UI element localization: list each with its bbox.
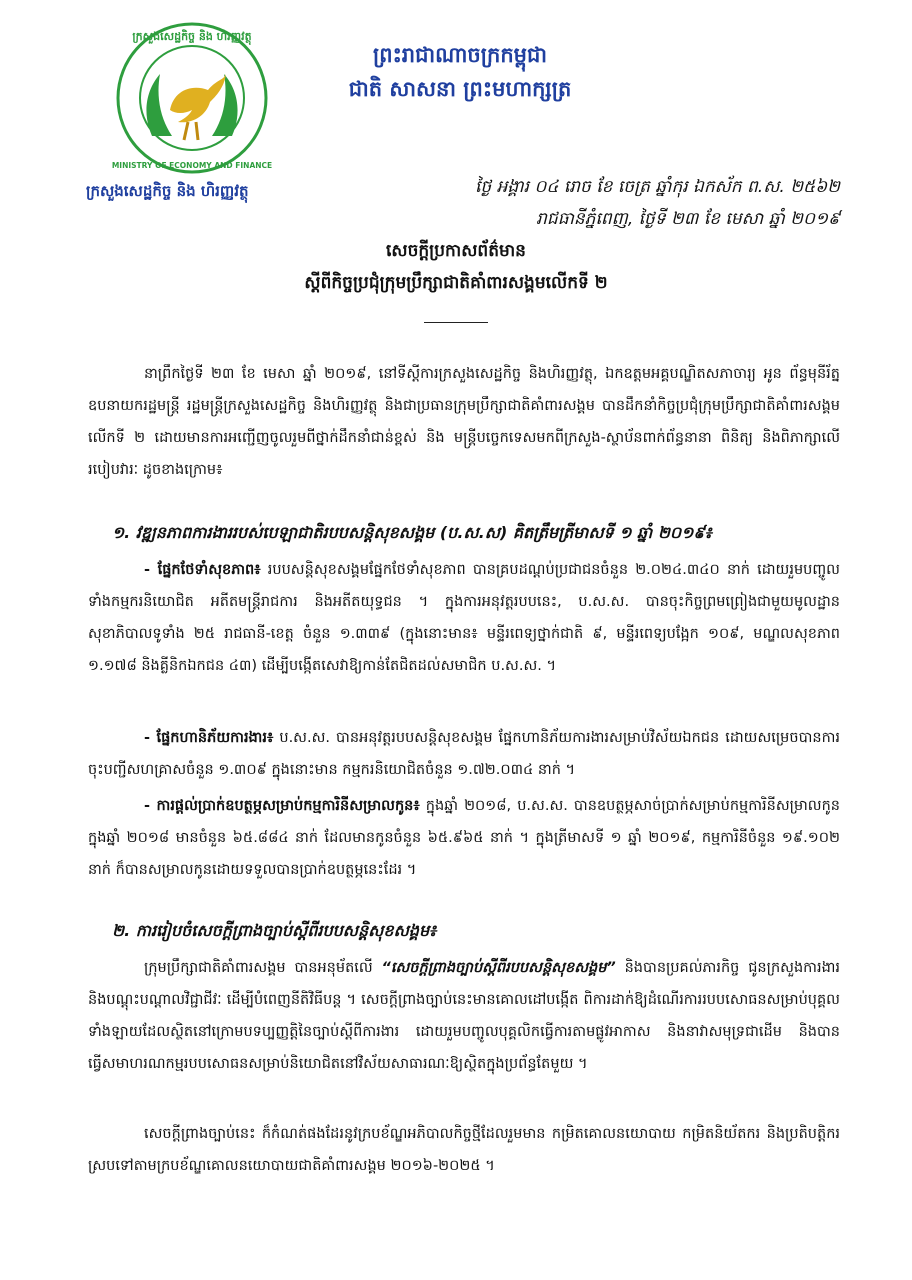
draft-law-rest: និងបានប្រគល់ភារកិច្ច ជូនក្រសួងការងារ និងបណ្តុះបណ្តាលវិជ្ជាជីវៈ ដើម្បីបំពេញនីតិវិធីបន្ត ។ សេចក្តីព្រាងច្បាប់នេះមានគោលដៅបង្កើត ពិការដាក់ឱ្យដំណើរការរបបសោធនសម្រាប់បុគ្គលទាំងឡាយដែលស្ថិតនៅក្រោមបទប្បញ្ញត្តិនៃច្បាប់ស្តីពីការងារ ដោយរួមបញ្ចូលបុគ្គលិកធ្វើការតាមផ្លូវអាកាស និងនាវាសមុទ្រជាដើម និងបានធ្វើសមាហរណកម្មរបបសោធនសម្រាប់និយោជិតនៅវិស័យសាធារណៈឱ្យស្ថិតក្នុងប្រព័ន្ធតែមួយ ។: [88, 960, 840, 1072]
draft-law-quote: “សេចក្តីព្រាងច្បាប់ស្តីពីរបបសន្តិសុខសង្គម”: [381, 960, 616, 976]
document-title: សេចក្តីប្រកាសព័ត៌មាន: [386, 241, 526, 261]
governance-paragraph: សេចក្តីព្រាងច្បាប់នេះ ក៏កំណត់ផងដែរនូវក្របខ័ណ្ឌអភិបាលកិច្ចថ្មីដែលរួមមាន កម្រិតគោលនយោបាយ កម្រិតនិយ័តករ និងប្រតិបត្តិករស្របទៅតាមក្របខ័ណ្ឌគោលនយោបាយជាតិគាំពារសង្គម ២០១៦-២០២៥ ។: [88, 1126, 840, 1174]
kingdom-name: ព្រះរាជាណាចក្រកម្ពុជា: [372, 43, 547, 67]
svg-text:ក្រសួងសេដ្ឋកិច្ច និង ហិរញ្ញវត្: ក្រសួងសេដ្ឋកិច្ច និង ហិរញ្ញវត្ថុ: [132, 30, 252, 43]
maternity-label: - ការផ្តល់ប្រាក់ឧបត្ថម្ភសម្រាប់កម្មការិនីសម្រាលកូន៖: [144, 798, 420, 814]
document-subtitle: ស្តីពីកិច្ចប្រជុំក្រុមប្រឹក្សាជាតិគាំពារសង្គមលើកទី ២: [304, 273, 608, 293]
draft-law-paragraph: [88, 952, 840, 1080]
health-care-text: របបសន្តិសុខសង្គមផ្នែកថែទាំសុខភាព បានគ្របដណ្តប់ប្រជាជនចំនួន ២.០២៤.៣៤០ នាក់ ដោយរួមបញ្ចូលទាំងកម្មករនិយោជិត អតីតមន្ត្រីរាជការ និងអតីតយុទ្ធជន ។ ក្នុងការអនុវត្តរបបនេះ, ប.ស.ស. បានចុះកិច្ចព្រមព្រៀងជាមួយមូលដ្ឋានសុខាភិបាលទូទាំង ២៥ រាជធានី-ខេត្ត ចំនួន ១.៣៣៩ (ក្នុងនោះមាន៖ មន្ទីរពេទ្យថ្នាក់ជាតិ ៩, មន្ទីរពេទ្យបង្អែក ១០៩, មណ្ឌលសុខភាព ១.១៧៨ និងគ្លីនិកឯកជន ៤៣) ដើម្បីបង្កើតសេវាឱ្យកាន់តែជិតដល់សមាជិក ប.ស.ស. ។: [88, 562, 840, 674]
kingdom-motto: [330, 38, 590, 106]
section-2-heading: ២. ការរៀបចំសេចក្តីព្រាងច្បាប់ស្តីពីរបបសន្តិសុខសង្គម៖: [112, 921, 437, 940]
ministry-name: ក្រសួងសេដ្ឋកិច្ច និង ហិរញ្ញវត្ថុ: [86, 182, 249, 200]
solar-date: រាជធានីភ្នំពេញ, ថ្ងៃទី ២៣ ខែ មេសា ឆ្នាំ ២០១៩: [536, 209, 840, 229]
work-risk-text: ប.ស.ស. បានអនុវត្តរបបសន្តិសុខសង្គម ផ្នែកហានិភ័យការងារសម្រាប់វិស័យឯកជន ដោយសម្រេចបានការចុះបញ្ជីសហគ្រាសចំនួន ១.៣០៩ ក្នុងនោះមាន កម្មករនិយោជិតចំនួន ១.៧២.០៣៤ នាក់ ។: [88, 730, 840, 778]
ministry-logo: [112, 18, 272, 178]
intro-paragraph: នាព្រឹកថ្ងៃទី ២៣ ខែ មេសា ឆ្នាំ ២០១៩, នៅទីស្តីការក្រសួងសេដ្ឋកិច្ច និងហិរញ្ញវត្ថុ, ឯកឧត្តមអគ្គបណ្ឌិតសភាចារ្យ អូន ព័ន្ធមុនីរ័ត្ន ឧបនាយករដ្ឋមន្ត្រី រដ្ឋមន្ត្រីក្រសួងសេដ្ឋកិច្ច និងហិរញ្ញវត្ថុ និងជាប្រធានក្រុមប្រឹក្សាជាតិគាំពារសង្គម បានដឹកនាំកិច្ចប្រជុំក្រុមប្រឹក្សាជាតិគាំពារសង្គមលើកទី ២ ដោយមានការអញ្ជើញចូលរួមពីថ្នាក់ដឹកនាំជាន់ខ្ពស់ និង មន្ត្រីបច្ចេកទេសមកពីក្រសួង-ស្ថាប័នពាក់ព័ន្ធនានា ពិនិត្យ និងពិភាក្សាលើរបៀបវារៈ ដូចខាងក្រោម៖: [88, 366, 840, 478]
national-motto: ជាតិ សាសនា ព្រះមហាក្សត្រ: [348, 77, 572, 101]
maternity-text: ក្នុងឆ្នាំ ២០១៨, ប.ស.ស. បានឧបត្ថម្ភសាច់ប្រាក់សម្រាប់កម្មការិនីសម្រាលកូនក្នុងឆ្នាំ ២០១៨ មានចំនួន ៦៥.៨៨៤ នាក់ ដែលមានកូនចំនួន ៦៥.៩៦៥ នាក់ ។ ក្នុងត្រីមាសទី ១ ឆ្នាំ ២០១៩, កម្មការិនីចំនួន ១៩.១០២ នាក់ ក៏បានសម្រាលកូនដោយទទួលបានប្រាក់ឧបត្ថម្ភនេះដែរ ។: [88, 798, 840, 878]
svg-text:MINISTRY OF ECONOMY AND FINANC: MINISTRY OF ECONOMY AND FINANCE: [112, 161, 272, 170]
work-risk-paragraph: [88, 722, 840, 786]
title-divider: [424, 322, 488, 323]
lunar-date: ថ្ងៃ អង្គារ ០៤ រោច ខែ ចេត្រ ឆ្នាំកុរ ឯកស័ក ព.ស. ២៥៦២: [475, 177, 840, 197]
health-care-label: - ផ្នែកថែទាំសុខភាព៖: [144, 562, 261, 578]
health-care-paragraph: [88, 554, 840, 682]
maternity-paragraph: [88, 790, 840, 886]
work-risk-label: - ផ្នែកហានិភ័យការងារ៖: [144, 730, 274, 746]
logo-seal-icon: [112, 18, 272, 178]
draft-law-lead: ក្រុមប្រឹក្សាជាតិគាំពារសង្គម បានអនុម័តលើ: [144, 960, 382, 976]
section-1-heading: ១. វឌ្ឍនភាពការងាររបស់បេឡាជាតិរបបសន្តិសុខសង្គម (ប.ស.ស) គិតត្រឹមត្រីមាសទី ១ ឆ្នាំ ២០១៩៖: [112, 523, 712, 542]
